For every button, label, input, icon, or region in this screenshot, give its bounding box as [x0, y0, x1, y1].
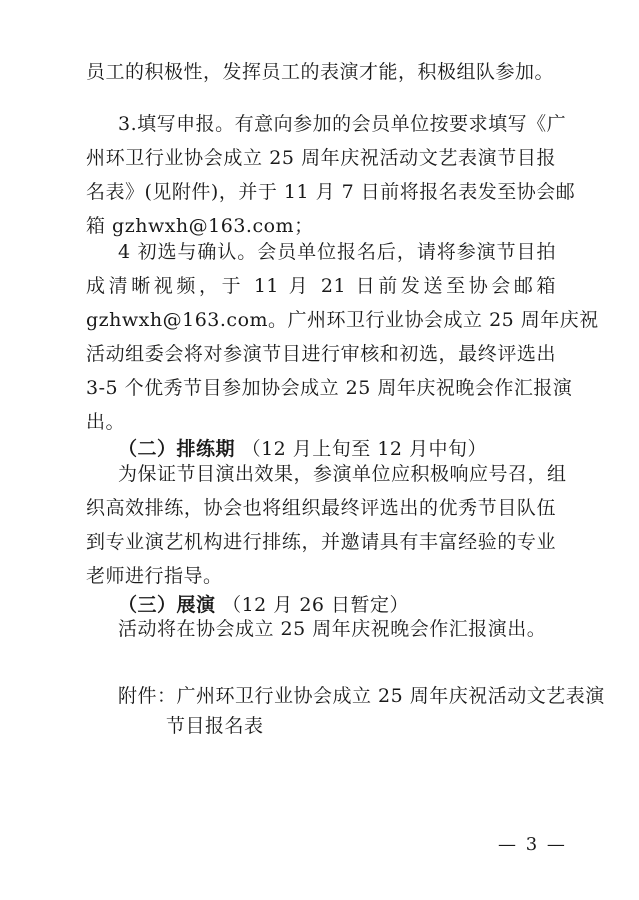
section-heading-text: （三）展演 — [118, 594, 216, 616]
section-heading-rehearsal — [118, 437, 556, 461]
paragraph-line: 为保证节目演出效果，参演单位应积极响应号召，组 — [118, 463, 567, 485]
attachment-line: 附件：广州环卫行业协会成立 25 周年庆祝活动文艺表演 — [118, 685, 605, 707]
page-number: — 3 — — [498, 834, 567, 855]
section-heading-note: （12 月上旬至 12 月中旬） — [241, 438, 488, 460]
paragraph-line: 名表》(见附件)，并于 11 月 7 日前将报名表发至协会邮 — [86, 181, 576, 203]
paragraph-line: gzhwxh@163.com。广州环卫行业协会成立 25 周年庆祝 — [86, 309, 599, 331]
paragraph-line: 活动组委会将对参演节目进行审核和初选，最终评选出 — [86, 343, 556, 365]
section-heading-note: （12 月 26 日暂定） — [222, 594, 410, 616]
paragraph-line: 箱 gzhwxh@163.com； — [86, 215, 314, 237]
paragraph-line: 成清晰视频，于 11 月 21 日前发送至协会邮箱 — [86, 275, 556, 297]
paragraph-line: 州环卫行业协会成立 25 周年庆祝活动文艺表演节目报 — [86, 147, 556, 169]
paragraph-line: 4 初选与确认。会员单位报名后，请将参演节目拍 — [118, 241, 556, 263]
section-heading-performance — [118, 593, 556, 617]
paragraph-line: 老师进行指导。 — [86, 565, 223, 587]
paragraph-line: 3.填写申报。有意向参加的会员单位按要求填写《广 — [118, 113, 567, 135]
paragraph-line: 3-5 个优秀节目参加协会成立 25 周年庆祝晚会作汇报演 — [86, 377, 573, 399]
paragraph-line: 织高效排练，协会也将组织最终评选出的优秀节目队伍 — [86, 497, 556, 519]
section-heading-text: （二）排练期 — [118, 438, 236, 460]
attachment-line: 节目报名表 — [166, 715, 264, 737]
paragraph-line: 出。 — [86, 411, 126, 433]
paragraph-line: 到专业演艺机构进行排练，并邀请具有丰富经验的专业 — [86, 531, 556, 553]
paragraph-line: 员工的积极性，发挥员工的表演才能，积极组队参加。 — [86, 61, 555, 83]
paragraph-line: 活动将在协会成立 25 周年庆祝晚会作汇报演出。 — [118, 618, 547, 640]
